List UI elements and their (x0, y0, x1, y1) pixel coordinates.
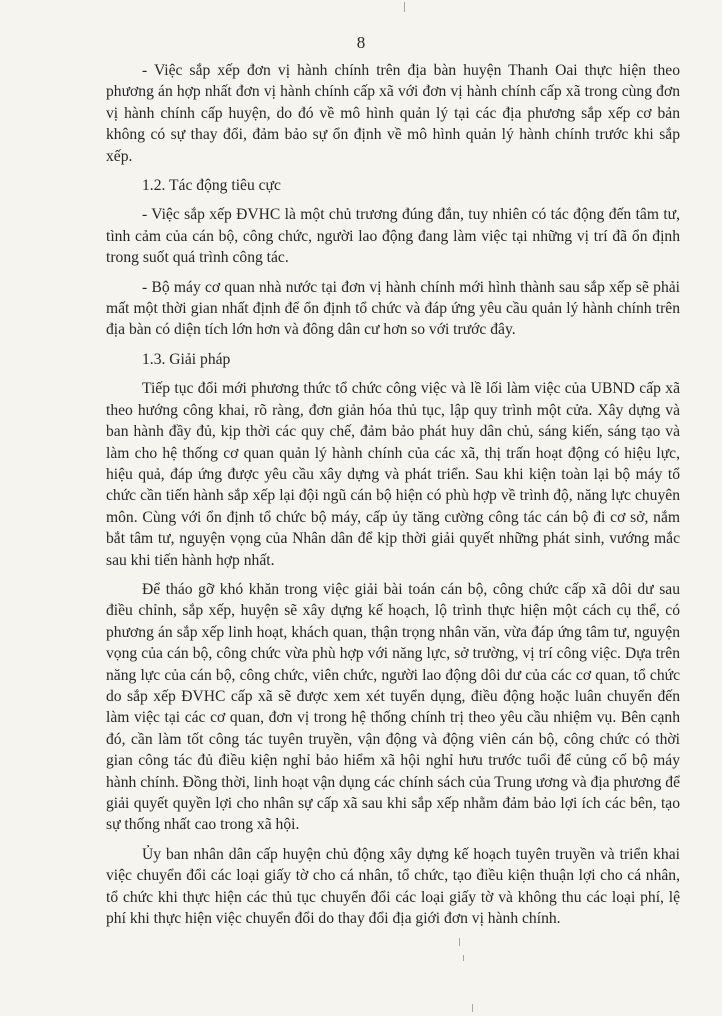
scan-mark-top (404, 2, 405, 12)
paragraph-document-conversion: Ủy ban nhân dân cấp huyện chủ động xây dựng kế hoạch tuyên truyền và triển khai việc chuyển đổi các loại giấy tờ cho cá nhân, tổ chức, tạo điều kiện thuận lợi cho cá nhân, tổ chức khi thực hiện các thủ tục chuyển đổi các loại giấy tờ và không thu các loại phí, lệ phí khi thực hiện việc chuyển đổi do thay đổi địa giới đơn vị hành chính. (106, 845, 680, 928)
scan-mark-bottom-3 (472, 1004, 473, 1012)
heading-solutions: 1.3. Giải pháp (142, 350, 231, 368)
scan-mark-bottom-1 (459, 938, 460, 946)
page-number: 8 (356, 33, 366, 52)
paragraph-model-stability: - Việc sắp xếp đơn vị hành chính trên địa bàn huyện Thanh Oai thực hiện theo phương án hợp nhất đơn vị hành chính cấp xã với đơn vị hành chính cấp xã trong cùng đơn vị hành chính cấp huyện, do đó về mô hình quản lý tại các địa phương sắp xếp cơ bản không có sự thay đổi, đảm bảo sự ổn định về mô hình quản lý hành chính trước khi sắp xếp. (106, 62, 680, 165)
paragraph-work-reform: Tiếp tục đổi mới phương thức tổ chức công việc và lề lối làm việc của UBND cấp xã theo hướng công khai, rõ ràng, đơn giản hóa thủ tục, lập quy trình một cửa. Xây dựng và ban hành đầy đủ, kịp thời các quy chế, đảm bảo phát huy dân chủ, sáng kiến, sáng tạo và làm cho hệ thống cơ quan quản lý hành chính của các xã, thị trấn hoạt động có hiệu lực, hiệu quả, đáp ứng được yêu cầu xây dựng và phát triển. Sau khi kiện toàn lại bộ máy tổ chức cần tiến hành sắp xếp lại đội ngũ cán bộ hiện có phù hợp về trình độ, năng lực chuyên môn. Cùng với ổn định tổ chức bộ máy, cấp ủy tăng cường công tác cán bộ đi cơ sở, nắm bắt tâm tư, nguyện vọng của Nhân dân để kịp thời giải quyết những phát sinh, vướng mắc sau khi tiến hành hợp nhất. (106, 380, 680, 569)
paragraph-apparatus-stabilization: - Bộ máy cơ quan nhà nước tại đơn vị hành chính mới hình thành sau sắp xếp sẽ phải mất một thời gian nhất định để ổn định tổ chức và đáp ứng yêu cầu quản lý hành chính trên địa bàn có diện tích lớn hơn và đông dân cư hơn so với trước đây. (106, 278, 680, 339)
document-body (106, 60, 680, 937)
paragraph-surplus-staff: Để tháo gỡ khó khăn trong việc giải bài toán cán bộ, công chức cấp xã dôi dư sau điều chỉnh, sắp xếp, huyện sẽ xây dựng kế hoạch, lộ trình thực hiện một cách cụ thể, có phương án sắp xếp linh hoạt, khách quan, thận trọng nhân văn, vừa đáp ứng tâm tư, nguyện vọng của cán bộ, công chức vừa phù hợp với năng lực, sở trường, vị trí công việc. Dựa trên năng lực của cán bộ, công chức, viên chức, người lao động dôi dư của các cơ quan, tổ chức do sắp xếp ĐVHC cấp xã sẽ được xem xét tuyển dụng, điều động hoặc luân chuyển đến làm việc tại các cơ quan, đơn vị trong hệ thống chính trị theo yêu cầu nhiệm vụ. Bên cạnh đó, cần làm tốt công tác tuyên truyền, vận động và động viên cán bộ, công chức có thời gian công tác đủ điều kiện nghỉ bảo hiểm xã hội nghỉ hưu trước tuổi để củng cố bộ máy hành chính. Đồng thời, linh hoạt vận dụng các chính sách của Trung ương và địa phương để giải quyết quyền lợi cho nhân sự cấp xã sau khi sắp xếp nhằm đảm bảo lợi ích các bên, tạo sự thống nhất cao trong xã hội. (106, 580, 680, 834)
heading-negative-impact: 1.2. Tác động tiêu cực (142, 177, 281, 195)
paragraph-staff-sentiment: - Việc sắp xếp ĐVHC là một chủ trương đúng đắn, tuy nhiên có tác động đến tâm tư, tình cảm của cán bộ, công chức, người lao động đang làm việc tại những vị trí đã ổn định trong suốt quá trình công tác. (106, 206, 680, 267)
scan-mark-bottom-2 (463, 955, 464, 961)
